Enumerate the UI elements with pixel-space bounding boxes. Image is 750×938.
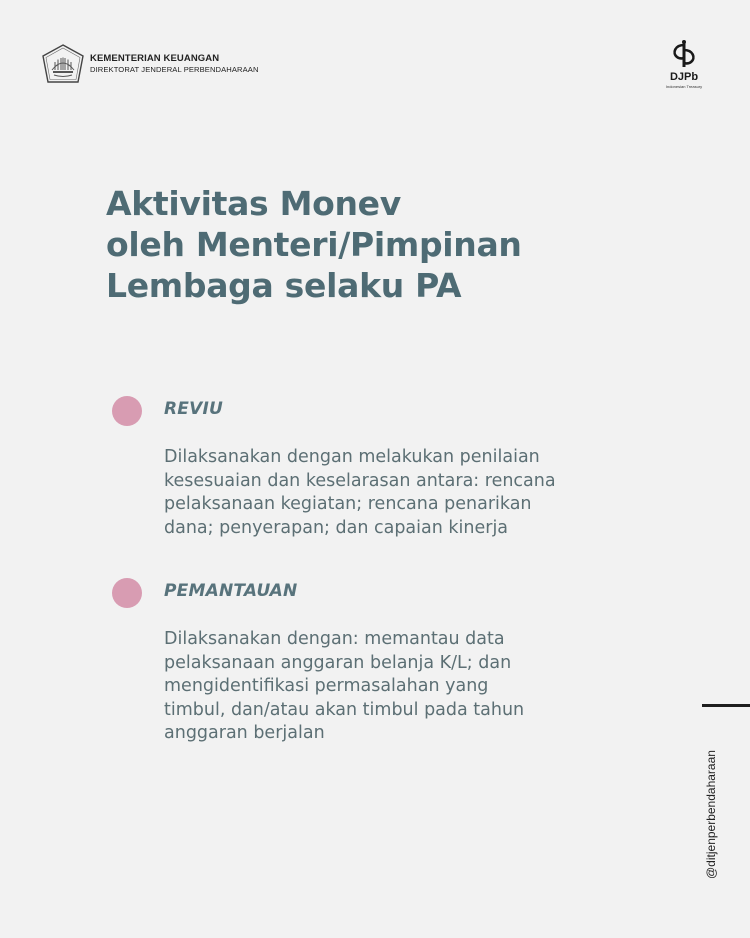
- djpb-logo: [658, 38, 710, 89]
- djpb-logo-subtitle: Indonesian Treasury: [665, 84, 703, 89]
- body-line: mengidentifikasi permasalahan yang: [164, 676, 489, 696]
- bullet-dot-icon: [112, 578, 142, 608]
- body-line: timbul, dan/atau akan timbul pada tahun: [164, 699, 525, 720]
- page-title: [106, 183, 626, 306]
- body-line: Dilaksanakan dengan melakukan penilaian: [164, 447, 540, 467]
- directorate-name: DIREKTORAT JENDERAL PERBENDAHARAAN: [90, 65, 259, 75]
- title-line: oleh Menteri/Pimpinan: [106, 225, 522, 264]
- item-description: [164, 446, 604, 540]
- social-handle[interactable]: @ditjenperbendaharaan: [704, 750, 718, 879]
- ministry-header: [42, 44, 259, 84]
- side-divider: [702, 704, 750, 707]
- kemenkeu-emblem-icon: [42, 44, 84, 84]
- bullet-dot-icon: [112, 396, 142, 426]
- item-title: REVIU: [164, 399, 223, 419]
- ministry-name: KEMENTERIAN KEUANGAN: [90, 52, 220, 64]
- body-line: pelaksanaan kegiatan; rencana penarikan: [164, 494, 532, 514]
- body-line: pelaksanaan anggaran belanja K/L; dan: [164, 652, 512, 673]
- body-line: anggaran berjalan: [164, 723, 325, 743]
- title-line: Lembaga selaku PA: [106, 266, 462, 305]
- djpb-logo-name: DJPb: [669, 71, 699, 83]
- body-line: kesesuaian dan keselarasan antara: rencana: [164, 470, 556, 491]
- title-line: Aktivitas Monev: [106, 184, 401, 223]
- body-line: dana; penyerapan; dan capaian kinerja: [164, 517, 509, 538]
- body-line: Dilaksanakan dengan: memantau data: [164, 629, 505, 649]
- djpb-logo-icon: [666, 38, 702, 74]
- item-title: PEMANTAUAN: [164, 581, 298, 601]
- item-description: [164, 628, 604, 746]
